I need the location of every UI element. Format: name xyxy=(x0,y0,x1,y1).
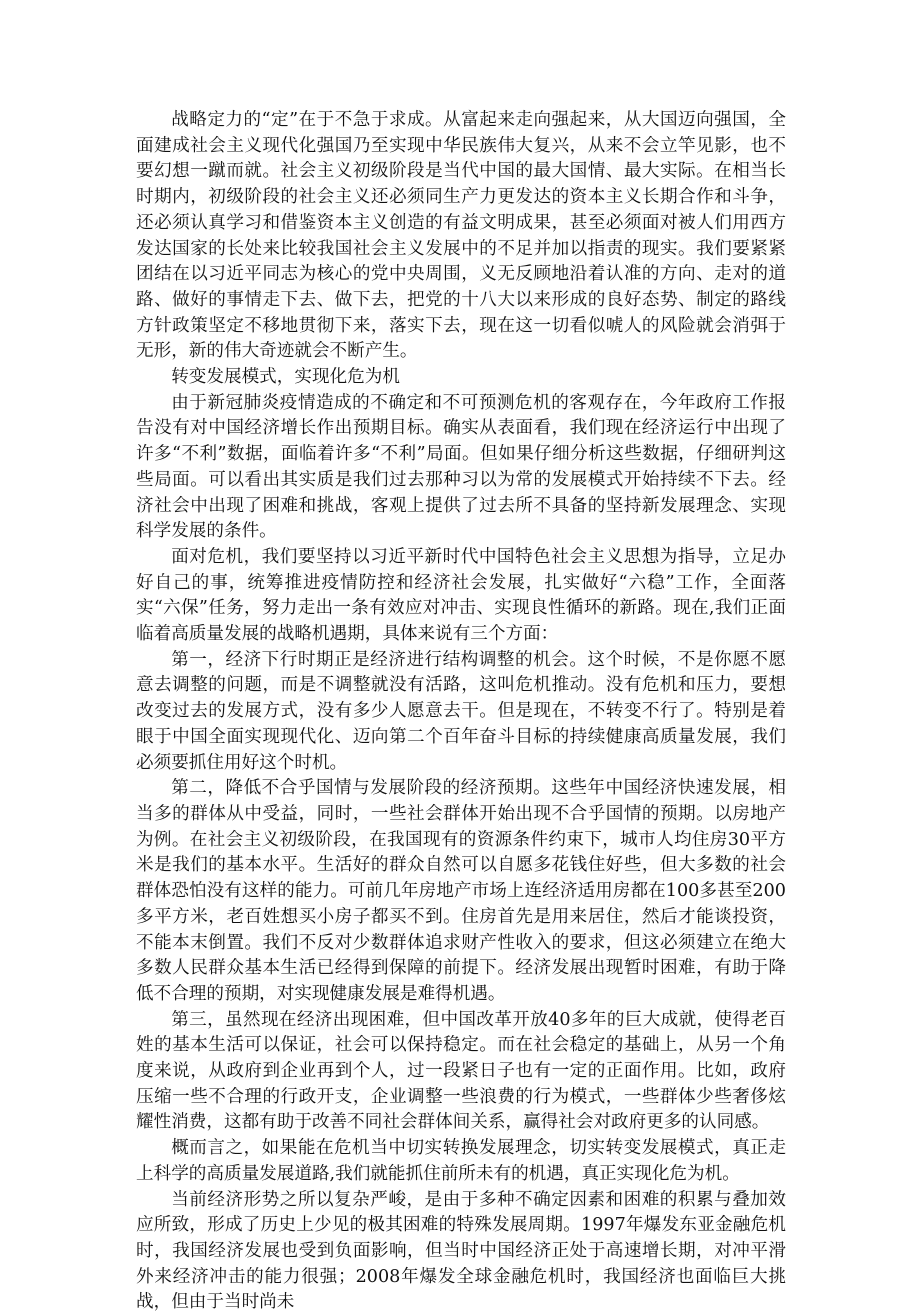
paragraph-uncertainty: 由于新冠肺炎疫情造成的不确定和不可预测危机的客观存在，今年政府工作报告没有对中国经济增长作出预期目标。确实从表面看，我们现在经济运行中出现了许多“不利”数据，面临着许多“不利”局面。但如果仔细分析这些数据，仔细研判这些局面。可以看出其实质是我们过去那种习以为常的发展模式开始持续不下去。经济社会中出现了困难和挑战，客观上提供了过去所不具备的坚持新发展理念、实现科学发展的条件。 xyxy=(136,392,786,542)
paragraph-third-point: 第三，虽然现在经济出现困难，但中国改革开放40多年的巨大成就，使得老百姓的基本生活可以保证，社会可以保持稳定。而在社会稳定的基础上，从另一个角度来说，从政府到企业再到个人，过一段紧日子也有一定的正面作用。比如，政府压缩一些不合理的行政开支，企业调整一些浪费的行为模式，一些群体少些奢侈炫耀性消费，这都有助于改善不同社会群体间关系，赢得社会对政府更多的认同感。 xyxy=(136,1009,786,1133)
paragraph-second-point: 第二，降低不合乎国情与发展阶段的经济预期。这些年中国经济快速发展，相当多的群体从中受益，同时，一些社会群体开始出现不合乎国情的预期。以房地产为例。在社会主义初级阶段，在我国现有的资源条件约束下，城市人均住房30平方米是我们的基本水平。生活好的群众自然可以自愿多花钱住好些，但大多数的社会群体恐怕没有这样的能力。可前几年房地产市场上连经济适用房都在100多甚至200多平方米，老百姓想买小房子都买不到。住房首先是用来居住，然后才能谈投资，不能本末倒置。我们不反对少数群体追求财产性收入的要求，但这必须建立在绝大多数人民群众基本生活已经得到保障的前提下。经济发展出现暂时困难，有助于降低不合理的预期，对实现健康发展是难得机遇。 xyxy=(136,778,786,1004)
paragraph-current-situation: 当前经济形势之所以复杂严峻，是由于多种不确定因素和困难的积累与叠加效应所致，形成了历史上少见的极其困难的特殊发展周期。1997年爆发东亚金融危机时，我国经济发展也受到负面影响，但当时中国经济正处于高速增长期，对冲平滑外来经济冲击的能力很强；2008年爆发全球金融危机时，我国经济也面临巨大挑战，但由于当时尚未 xyxy=(136,1189,786,1313)
paragraph-strategic-resolve: 战略定力的“定”在于不急于求成。从富起来走向强起来，从大国迈向强国，全面建成社会主义现代化强国乃至实现中华民族伟大复兴，从来不会立竿见影，也不要幻想一蹴而就。社会主义初级阶段是当代中国的最大国情、最大实际。在相当长时期内，初级阶段的社会主义还必须同生产力更发达的资本主义长期合作和斗争，还必须认真学习和借鉴资本主义创造的有益文明成果，甚至必须面对被人们用西方发达国家的长处来比较我国社会主义发展中的不足并加以指责的现实。我们要紧紧团结在以习近平同志为核心的党中央周围，义无反顾地沿着认准的方向、走对的道路、做好的事情走下去、做下去，把党的十八大以来形成的良好态势、制定的路线方针政策坚定不移地贯彻下来，落实下去，现在这一切看似唬人的风险就会消弭于无形，新的伟大奇迹就会不断产生。 xyxy=(136,110,786,362)
document-body xyxy=(136,108,786,1316)
section-heading: 转变发展模式，实现化危为机 xyxy=(171,367,400,388)
paragraph-facing-crisis: 面对危机，我们要坚持以习近平新时代中国特色社会主义思想为指导，立足办好自己的事，统筹推进疫情防控和经济社会发展，扎实做好“六稳”工作，全面落实“六保”任务，努力走出一条有效应对冲击、实现良性循环的新路。现在,我们正面临着高质量发展的战略机遇期，具体来说有三个方面： xyxy=(136,546,786,645)
paragraph-summary: 概而言之，如果能在危机当中切实转换发展理念，切实转变发展模式，真正走上科学的高质量发展道路,我们就能抓住前所未有的机遇，真正实现化危为机。 xyxy=(136,1138,786,1184)
paragraph-first-point: 第一，经济下行时期正是经济进行结构调整的机会。这个时候，不是你愿不愿意去调整的问题，而是不调整就没有活路，这叫危机推动。没有危机和压力，要想改变过去的发展方式，没有多少人愿意去干。但是现在，不转变不行了。特别是着眼于中国全面实现现代化、迈向第二个百年奋斗目标的持续健康高质量发展，我们必须要抓住用好这个时机。 xyxy=(136,649,786,773)
